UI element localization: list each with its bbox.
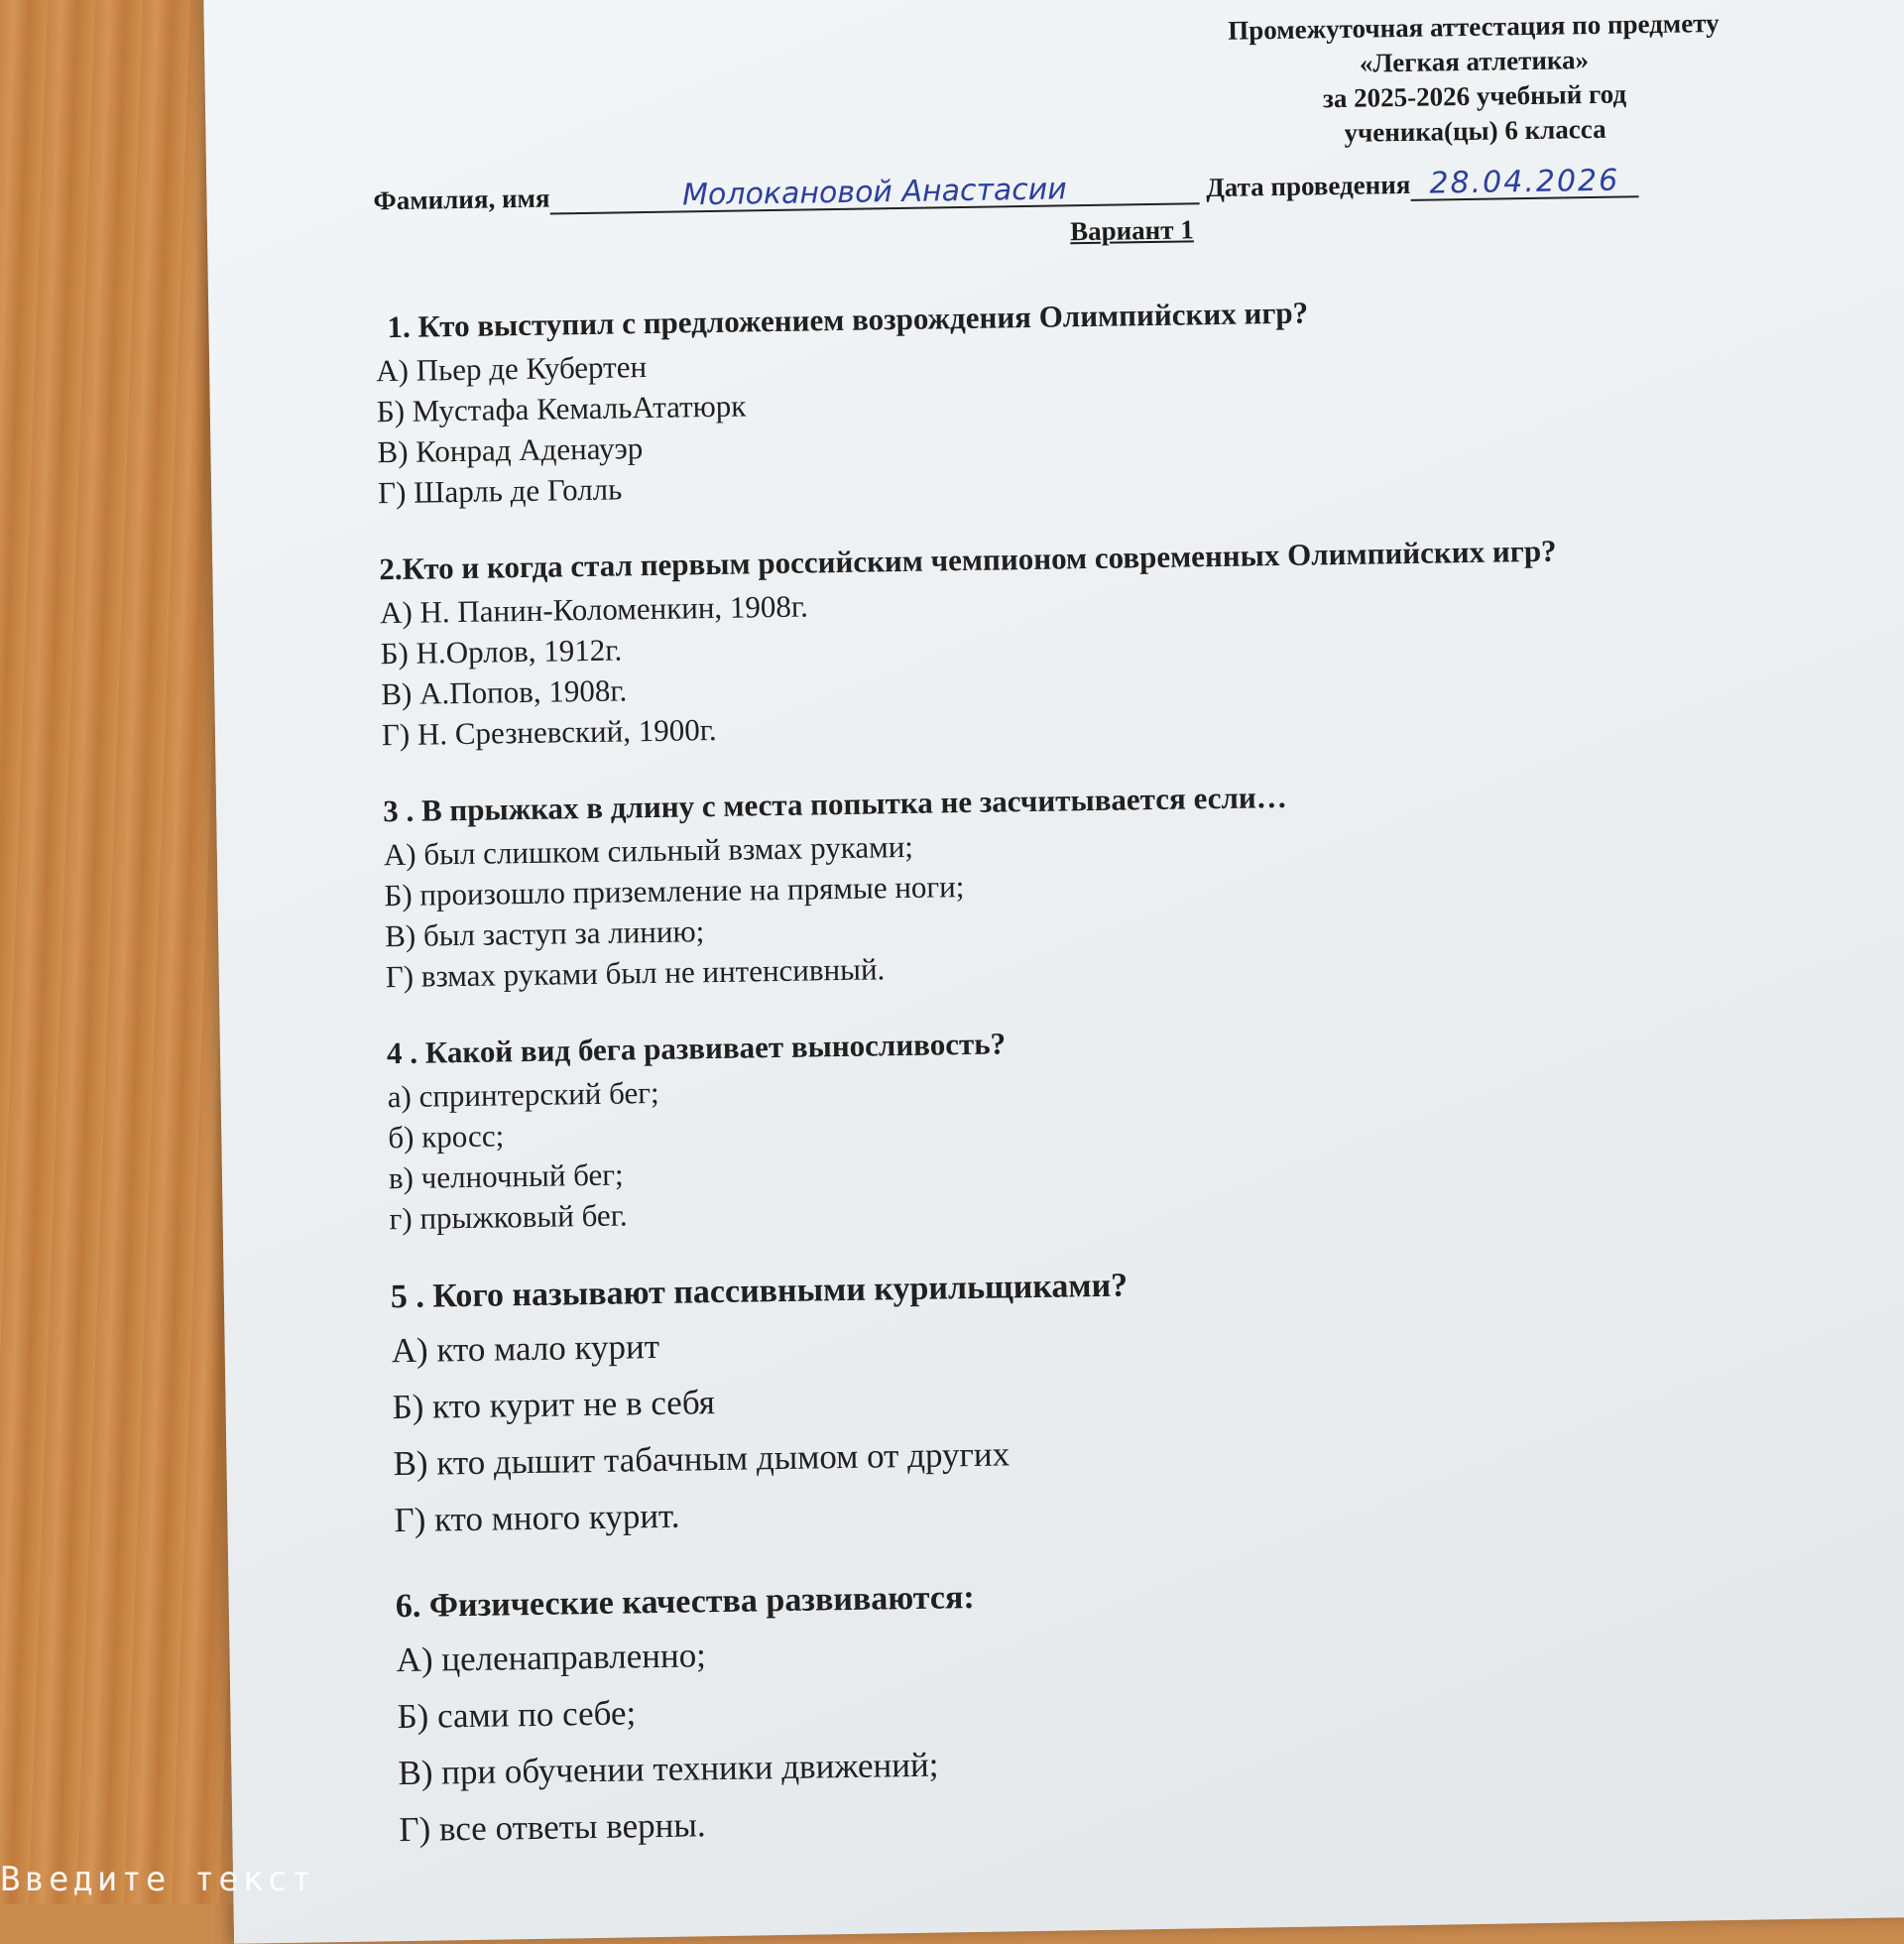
date-label: Дата проведения	[1205, 169, 1411, 203]
text-input-overlay[interactable]: Введите текст	[0, 1860, 316, 1899]
student-info-line	[373, 164, 1811, 218]
answer-option: Г) Н. Срезневский, 1900г.	[381, 711, 717, 753]
answer-option: Б) произошло приземление на прямые ноги;	[384, 869, 965, 913]
question-title: 3 . В прыжках в длину с места попытка не засчитывается если…	[382, 779, 1287, 829]
question-title: 5 . Кого называют пассивными курильщиками?	[390, 1267, 1129, 1316]
question-title: 4 . Какой вид бега развивает выносливость?	[386, 1026, 1007, 1071]
answer-option: В) кто дышит табачным дымом от других	[393, 1434, 1011, 1484]
answer-option: в) челночный бег;	[388, 1156, 624, 1196]
answer-option: А) был слишком сильный взмах руками;	[383, 828, 914, 873]
answer-option: Г) кто много курит.	[394, 1496, 680, 1540]
question-5	[390, 1249, 1904, 1548]
question-4	[387, 1007, 1904, 1239]
answer-option: А) Н. Панин-Коломенкин, 1908г.	[379, 588, 809, 631]
header-line-3: за 2025-2026 учебный год	[1322, 78, 1627, 114]
question-2	[379, 523, 1904, 755]
answer-option: А) кто мало курит	[391, 1326, 660, 1371]
answer-option: Б) кто курит не в себя	[392, 1383, 716, 1427]
answer-option: В) А.Попов, 1908г.	[381, 672, 628, 712]
question-title: 6. Физические качества развиваются:	[395, 1578, 975, 1626]
answer-option: А) Пьер де Кубертен	[375, 349, 648, 389]
questions-list	[375, 281, 1904, 1891]
question-1	[375, 281, 1904, 513]
answer-option: Г) все ответы верны.	[399, 1805, 706, 1850]
header-line-4: ученика(цы) 6 класса	[1344, 113, 1606, 148]
question-title: 2.Кто и когда стал первым российским чемпионом современных Олимпийских игр?	[379, 533, 1557, 587]
name-label: Фамилия, имя	[373, 182, 550, 216]
document-header	[1067, 3, 1882, 155]
test-sheet	[203, 0, 1904, 1944]
answer-option: Б) Мустафа КемальАтатюрк	[376, 388, 747, 429]
answer-option: Г) взмах руками был не интенсивный.	[385, 951, 886, 995]
answer-option: б) кросс;	[388, 1118, 505, 1155]
answer-option: В) при обучении техники движений;	[398, 1745, 939, 1793]
question-3	[383, 765, 1904, 997]
variant-title: Вариант 1	[1069, 214, 1194, 247]
question-6	[395, 1558, 1904, 1858]
answer-option: Б) Н.Орлов, 1912г.	[380, 632, 623, 671]
answer-option: Б) сами по себе;	[397, 1693, 637, 1737]
answer-option: а) спринтерский бег;	[387, 1074, 659, 1115]
header-line-1: Промежуточная аттестация по предмету	[1227, 7, 1720, 46]
answer-option: г) прыжковый бег.	[389, 1197, 628, 1237]
name-field[interactable]: Молокановой Анастасии	[549, 173, 1199, 214]
answer-option: В) Конрад Аденауэр	[377, 430, 644, 470]
answer-option: Г) Шарль де Голль	[377, 471, 623, 511]
question-title: 1. Кто выступил с предложением возрождения Олимпийских игр?	[387, 295, 1309, 345]
date-field[interactable]: 28.04.2026	[1410, 166, 1638, 201]
answer-option: А) целенаправленно;	[396, 1636, 707, 1680]
answer-option: В) был заступ за линию;	[384, 913, 705, 954]
header-line-2: «Легкая атлетика»	[1359, 45, 1590, 78]
